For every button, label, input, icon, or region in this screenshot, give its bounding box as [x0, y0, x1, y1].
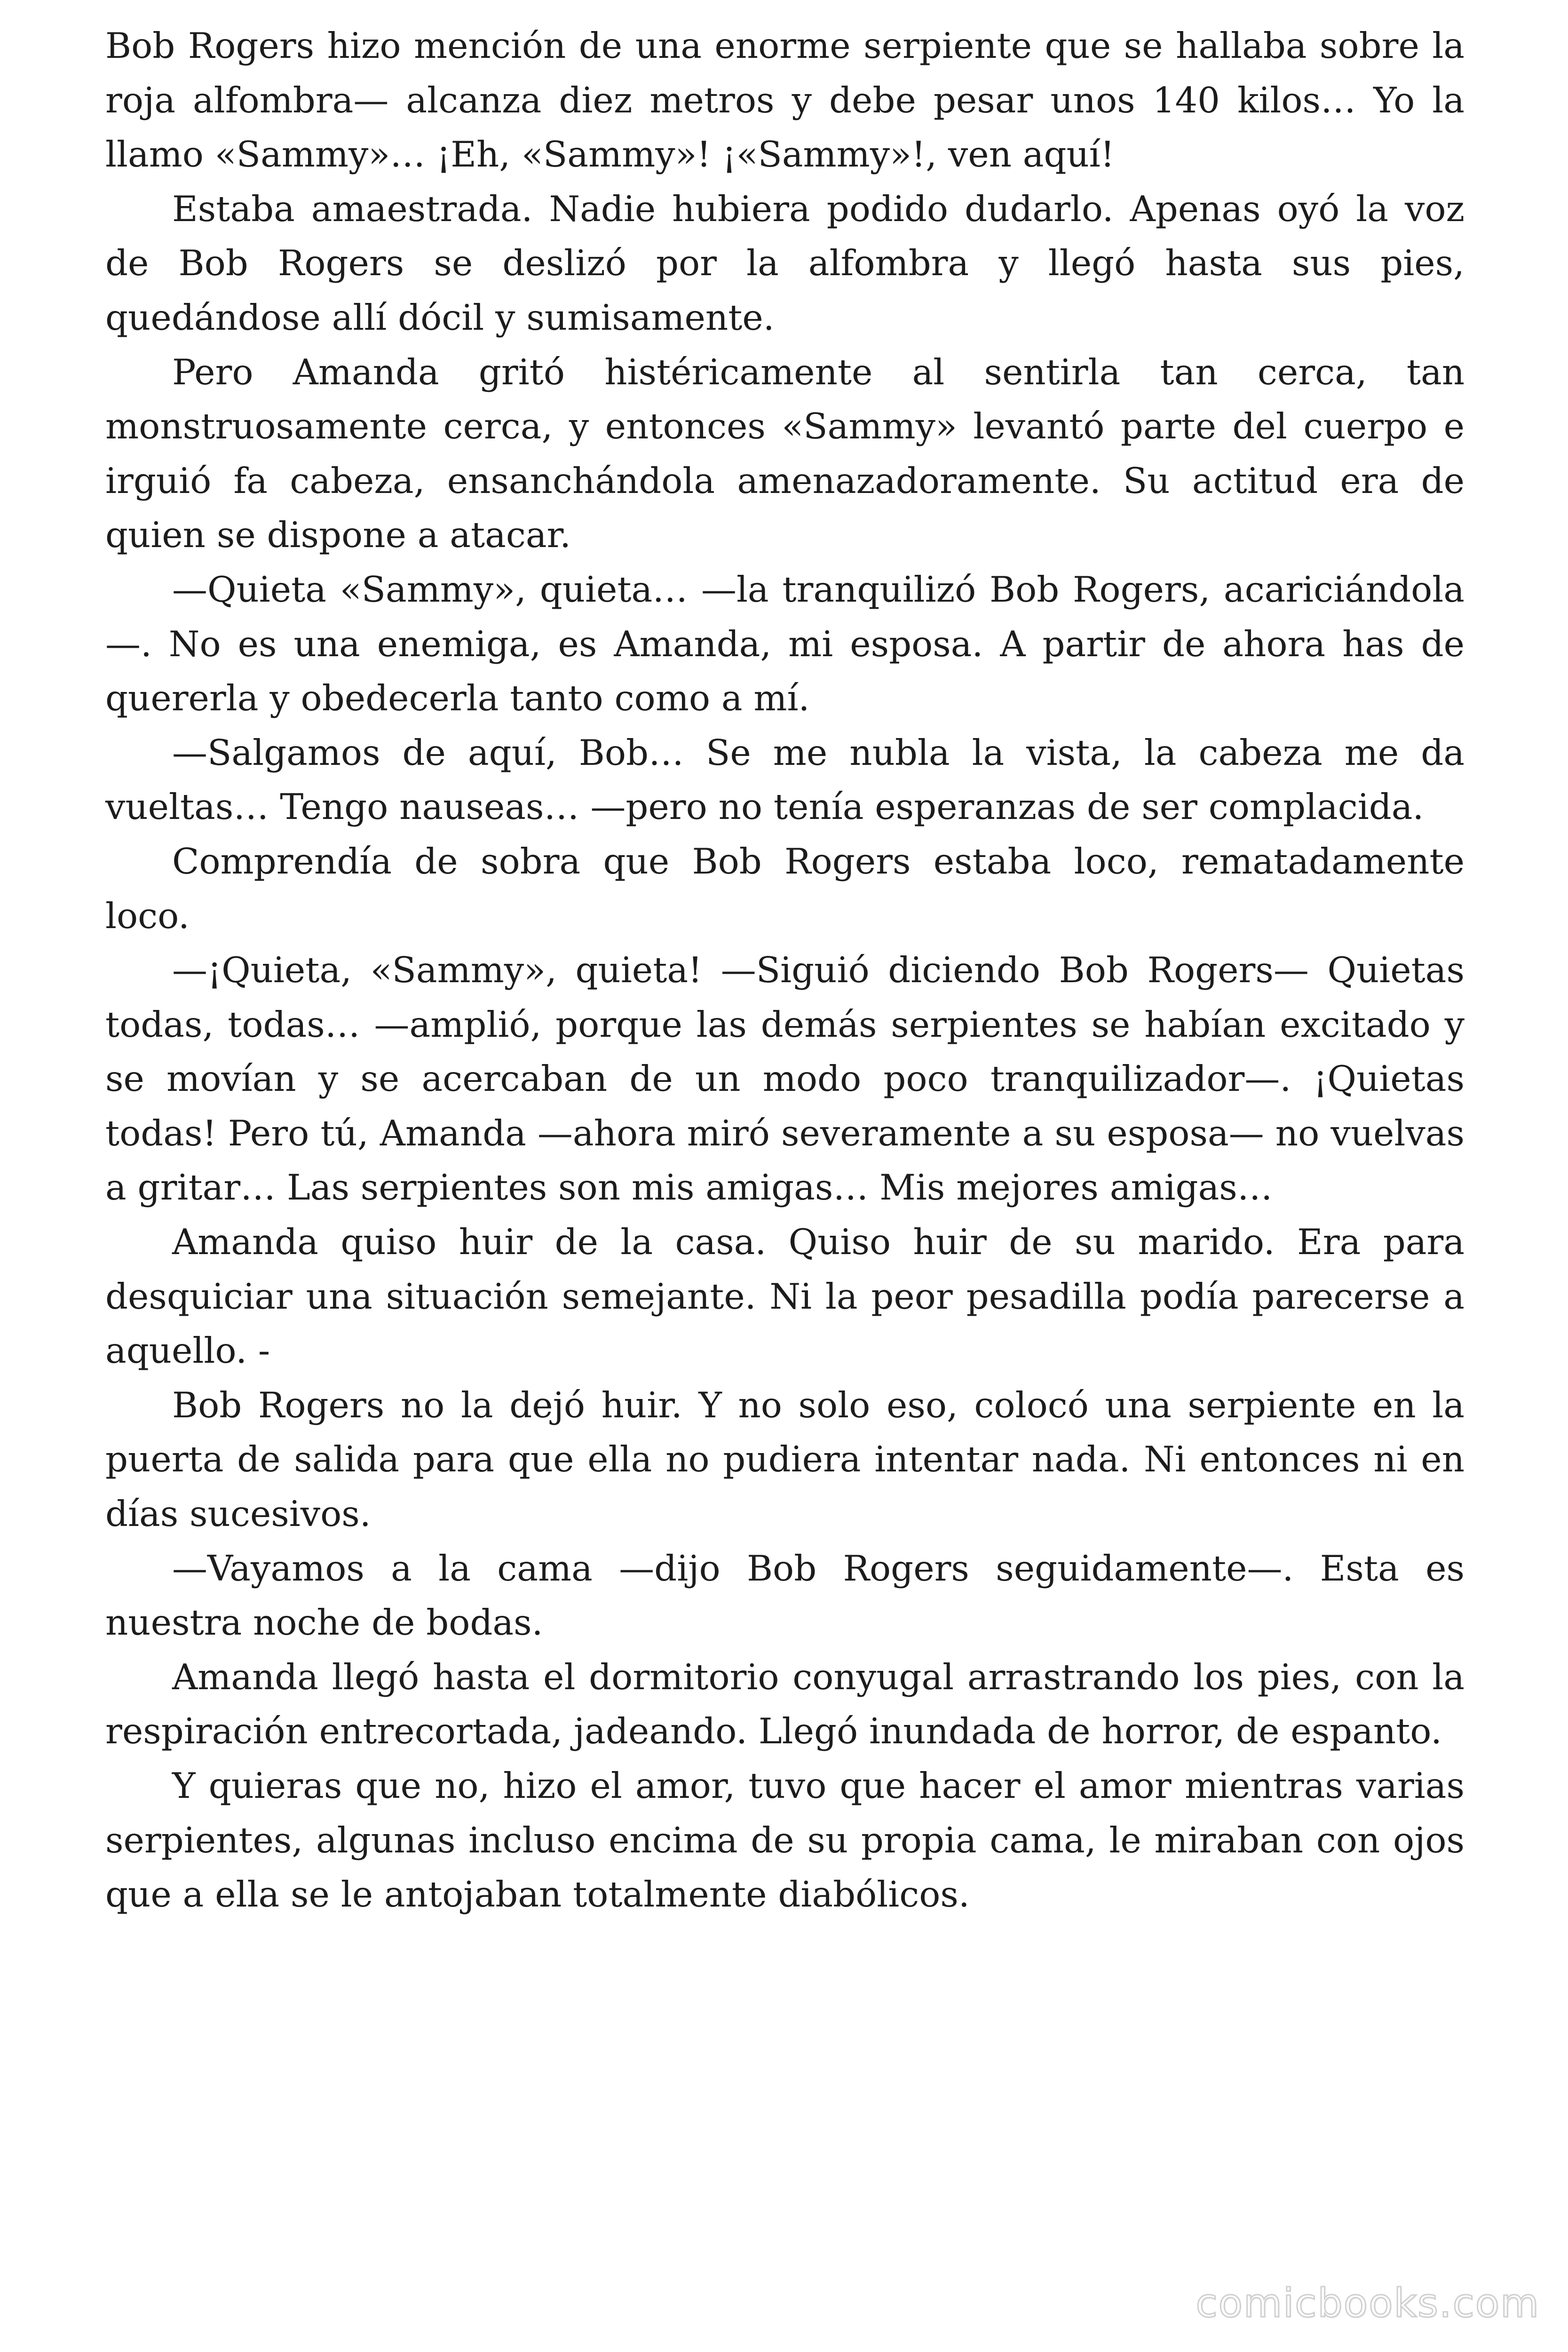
paragraph: —Quieta «Sammy», quieta… —la tranquilizó Bob Rogers, acariciándola—. No es una enemiga, es Amanda, mi esposa. A partir de ahora has de quererla y obedecerla tanto como a mí.: [105, 568, 1465, 719]
paragraph: Estaba amaestrada. Nadie hubiera podido dudarlo. Apenas oyó la voz de Bob Rogers se deslizó por la alfombra y llegó hasta sus pies, quedándose allí dócil y sumisamente.: [105, 188, 1465, 338]
paragraph: Comprendía de sobra que Bob Rogers estaba loco, rematadamente loco.: [105, 840, 1465, 937]
paragraph: —Salgamos de aquí, Bob… Se me nubla la vista, la cabeza me da vueltas… Tengo nauseas… —pero no tenía esperanzas de ser complacida.: [105, 731, 1465, 828]
page-body: [105, 19, 1465, 1922]
paragraph: Amanda quiso huir de la casa. Quiso huir de su marido. Era para desquiciar una situación semejante. Ni la peor pesadilla podía parecerse a aquello. -: [105, 1221, 1465, 1372]
paragraph: —¡Quieta, «Sammy», quieta! —Siguió diciendo Bob Rogers— Quietas todas, todas… —amplió, porque las demás serpientes se habían excitado y se movían y se acercaban de un modo poco tranquilizador—. ¡Quietas todas! Pero tú, Amanda —ahora miró severamente a su esposa— no vuelvas a gritar… Las serpientes son mis amigas… Mis mejores amigas…: [105, 949, 1465, 1208]
paragraph: Pero Amanda gritó histéricamente al sentirla tan cerca, tan monstruosamente cerca, y entonces «Sammy» levantó parte del cuerpo e irguió fa cabeza, ensanchándola amenazadoramente. Su actitud era de quien se dispone a atacar.: [105, 351, 1465, 556]
paragraph: —Vayamos a la cama —dijo Bob Rogers seguidamente—. Esta es nuestra noche de bodas.: [105, 1547, 1465, 1644]
paragraph: Amanda llegó hasta el dormitorio conyugal arrastrando los pies, con la respiración entrecortada, jadeando. Llegó inundada de horror, de espanto.: [105, 1656, 1465, 1752]
paragraph: Bob Rogers hizo mención de una enorme serpiente que se hallaba sobre la roja alfombra— alcanza diez metros y debe pesar unos 140 kilos… Yo la llamo «Sammy»… ¡Eh, «Sammy»! ¡«Sammy»!, ven aquí!: [105, 25, 1465, 175]
paragraph: Bob Rogers no la dejó huir. Y no solo eso, colocó una serpiente en la puerta de salida para que ella no pudiera intentar nada. Ni entonces ni en días sucesivos.: [105, 1384, 1465, 1535]
watermark: comicbooks.com: [1196, 2280, 1540, 2326]
paragraph: Y quieras que no, hizo el amor, tuvo que hacer el amor mientras varias serpientes, algunas incluso encima de su propia cama, le miraban con ojos que a ella se le antojaban totalmente diabólicos.: [105, 1765, 1465, 1915]
